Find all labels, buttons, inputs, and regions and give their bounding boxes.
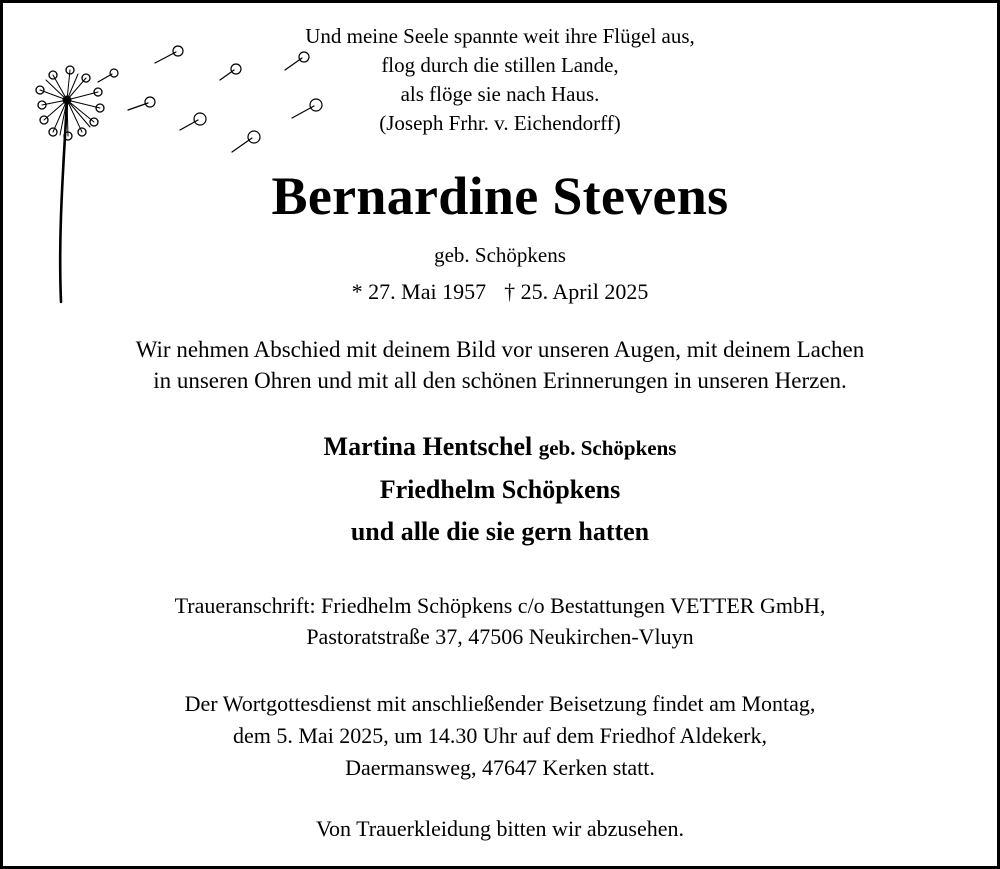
birth-name: geb. Schöpkens [434, 243, 566, 267]
address-line: Traueranschrift: Friedhelm Schöpkens c/o Bestattungen VETTER GmbH, [174, 593, 826, 618]
poem-line: Und meine Seele spannte weit ihre Flügel aus, [305, 24, 695, 48]
service-line: dem 5. Mai 2025, um 14.30 Uhr auf dem Friedhof Aldekerk, [232, 723, 767, 748]
life-dates [0, 277, 1000, 307]
farewell-line: Wir nehmen Abschied mit deinem Bild vor unseren Augen, mit deinem Lachen [135, 337, 865, 362]
poem-quote [0, 22, 1000, 138]
closing-note: Von Trauerkleidung bitten wir abzusehen. [315, 816, 685, 841]
farewell-text [0, 334, 1000, 396]
death-date: † 25. April 2025 [504, 279, 649, 304]
address-line: Pastoratstraße 37, 47506 Neukirchen-Vluyn [306, 624, 694, 649]
poem-line: flog durch die stillen Lande, [381, 53, 619, 77]
mourning-address [0, 590, 1000, 652]
poem-author: (Joseph Frhr. v. Eichendorff) [379, 111, 621, 135]
mourner-line: Friedhelm Schöpkens [379, 475, 621, 504]
service-line: Der Wortgottesdienst mit anschließender Beisetzung findet am Montag, [184, 691, 816, 716]
mourner-birth-name: geb. Schöpkens [538, 436, 677, 460]
birth-date: * 27. Mai 1957 [351, 279, 487, 304]
mourner-name: Martina Hentschel [323, 432, 533, 461]
service-line: Daermansweg, 47647 Kerken statt. [345, 755, 655, 780]
deceased-name: Bernardine Stevens [271, 166, 729, 226]
poem-line: als flöge sie nach Haus. [400, 82, 600, 106]
mourner-line [0, 426, 1000, 469]
farewell-line: in unseren Ohren und mit all den schönen Erinnerungen in unseren Herzen. [153, 368, 847, 393]
mourners-block [0, 426, 1000, 553]
service-info [0, 688, 1000, 784]
mourner-line: und alle die sie gern hatten [350, 517, 650, 546]
